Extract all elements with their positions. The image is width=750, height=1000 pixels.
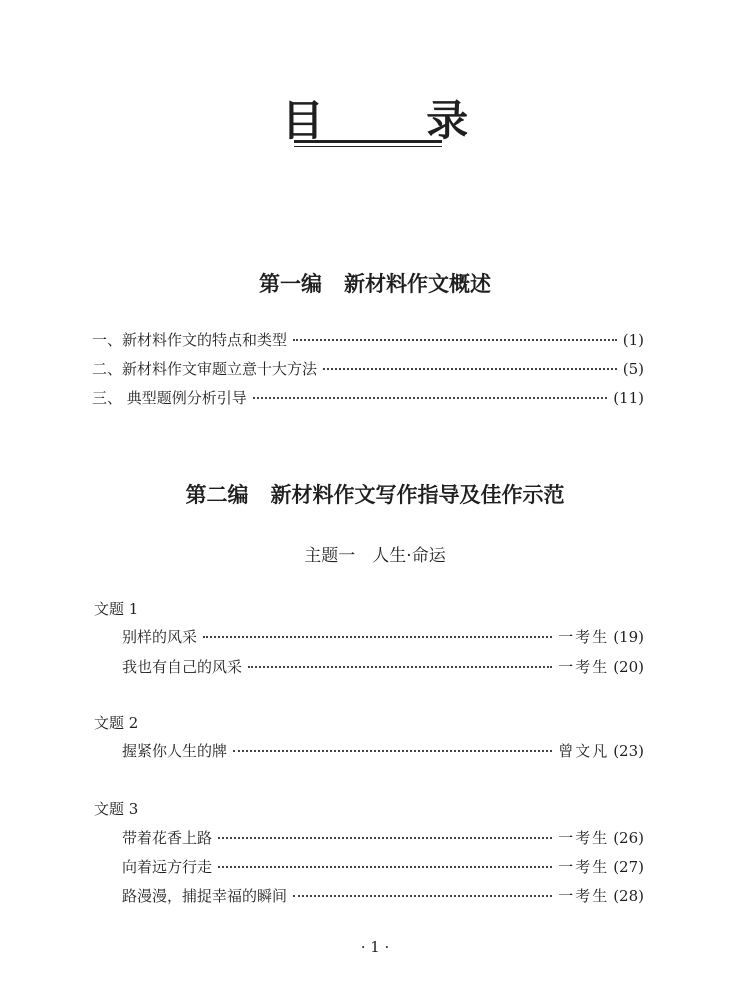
leader-dots [203, 635, 552, 638]
toc-entry-label: 路漫漫，捕捉幸福的瞬间 [122, 887, 288, 905]
toc-entry-author: 一考生 [558, 858, 610, 876]
toc-entry[interactable] [122, 856, 644, 878]
title-underline [294, 140, 442, 147]
toc-entry-page: (20) [613, 658, 644, 676]
topic-label: 文题 2 [94, 714, 139, 732]
toc-entry[interactable] [122, 827, 644, 849]
toc-entry-label: 握紧你人生的牌 [122, 742, 228, 760]
toc-entry-page: (1) [622, 331, 644, 349]
part1-heading-number: 第一编 [259, 272, 322, 296]
toc-entry-author: 一考生 [558, 829, 610, 847]
leader-dots [323, 367, 617, 370]
page-number: · 1 · [360, 938, 390, 956]
part1-heading-title: 新材料作文概述 [344, 272, 491, 296]
toc-entry-page: (27) [613, 858, 644, 876]
part1-heading [0, 268, 750, 298]
toc-entry-page: (19) [613, 628, 644, 646]
toc-entry[interactable] [92, 358, 644, 380]
toc-entry-label: 三、 典型题例分析引导 [92, 389, 247, 407]
leader-dots [218, 836, 552, 839]
toc-entry[interactable] [92, 387, 644, 409]
leader-dots [253, 396, 607, 399]
toc-entry-author: 曾文凡 [558, 742, 610, 760]
leader-dots [248, 665, 552, 668]
topic-label: 文题 1 [94, 600, 139, 618]
part2-heading-number: 第二编 [185, 483, 249, 507]
toc-entry-author: 一考生 [558, 628, 610, 646]
toc-entry-author: 一考生 [558, 887, 610, 905]
toc-entry-page: (23) [613, 742, 644, 760]
toc-entry-label: 带着花香上路 [122, 829, 213, 847]
topic-label: 文题 3 [94, 800, 139, 818]
page-title: 目 录 [281, 96, 513, 145]
leader-dots [218, 865, 552, 868]
toc-entry-author: 一考生 [558, 658, 610, 676]
leader-dots [233, 749, 552, 752]
leader-dots [293, 338, 617, 341]
toc-entry-label: 向着远方行走 [122, 858, 213, 876]
toc-entry-page: (26) [613, 829, 644, 847]
toc-entry[interactable] [92, 329, 644, 351]
toc-entry-page: (5) [622, 360, 644, 378]
part2-heading [0, 479, 750, 509]
toc-entry[interactable] [122, 885, 644, 907]
leader-dots [293, 894, 552, 897]
toc-entry-page: (11) [613, 389, 644, 407]
toc-entry[interactable] [122, 740, 644, 762]
toc-entry[interactable] [122, 656, 644, 678]
toc-entry-label: 我也有自己的风采 [122, 658, 243, 676]
theme-heading: 主题一 人生·命运 [304, 546, 446, 566]
toc-entry[interactable] [122, 626, 644, 648]
toc-entry-label: 二、新材料作文审题立意十大方法 [92, 360, 318, 378]
toc-entry-label: 别样的风采 [122, 628, 198, 646]
toc-entry-label: 一、新材料作文的特点和类型 [92, 331, 288, 349]
toc-entry-page: (28) [613, 887, 644, 905]
part2-heading-title: 新材料作文写作指导及佳作示范 [270, 483, 565, 507]
